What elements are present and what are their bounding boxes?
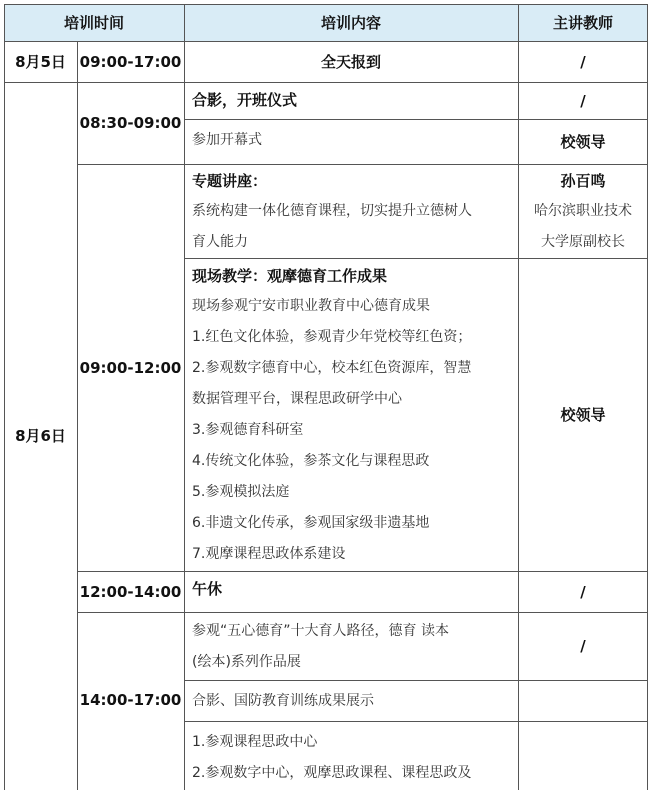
- lecture-teacher-title-1: 哈尔滨职业技术: [534, 203, 632, 219]
- visit-teacher: 校领导: [560, 406, 606, 424]
- s3-content: 午休: [192, 580, 223, 598]
- s4-row3-line1: 1.参观课程思政中心: [192, 734, 318, 750]
- visit-item: 2.参观数字德育中心，校本红色资源库，智慧: [192, 360, 472, 376]
- day1-content: 全天报到: [320, 53, 381, 71]
- header-content: 培训内容: [184, 4, 518, 41]
- day1-teacher: /: [580, 52, 586, 71]
- header-date: 培训时间: [4, 4, 184, 41]
- visit-item: 4.传统文化体验，参茶文化与课程思政: [192, 453, 430, 469]
- s1-row2-content: 参加开幕式: [192, 132, 262, 148]
- visit-item: 3.参观德育科研室: [192, 422, 304, 438]
- day1-time: 09:00-17:00: [79, 52, 182, 71]
- s1-row2-teacher: 校领导: [560, 133, 606, 151]
- header-teacher: 主讲教师: [518, 4, 648, 41]
- visit-item: 7.观摩课程思政体系建设: [192, 546, 346, 562]
- s4-row2-content: 合影、国防教育训练成果展示: [192, 693, 374, 709]
- day1-date: 8月5日: [15, 53, 66, 71]
- day2-date: 8月6日: [15, 426, 66, 445]
- lecture-line1: 系统构建一体化德育课程，切实提升立德树人: [192, 203, 472, 219]
- s1-row1-content: 合影，开班仪式: [192, 91, 298, 109]
- lecture-line2: 育人能力: [192, 234, 248, 250]
- s1-time: 08:30-09:00: [79, 114, 182, 132]
- visit-item: 数据管理平台，课程思政研学中心: [192, 391, 402, 407]
- s3-time: 12:00-14:00: [79, 582, 182, 601]
- s4-row1-line1: 参观“五心德育”十大育人路径，德育 读本: [192, 623, 449, 639]
- lecture-title: 专题讲座：: [192, 172, 268, 190]
- s4-time: 14:00-17:00: [79, 691, 182, 709]
- s1-row1-teacher: /: [580, 91, 586, 110]
- s2-time: 09:00-12:00: [79, 358, 182, 377]
- visit-item: 6.非遗文化传承，参观国家级非遗基地: [192, 515, 430, 531]
- visit-item: 1.红色文化体验，参观青少年党校等红色资；: [192, 329, 472, 345]
- s4-row3-line2: 2.参观数字中心，观摩思政课程、课程思政及: [192, 765, 472, 781]
- visit-item: 5.参观模拟法庭: [192, 484, 290, 500]
- visit-title: 现场教学：观摩德育工作成果: [192, 267, 388, 285]
- lecture-teacher-name: 孙百鸣: [560, 172, 606, 190]
- s4-row1-line2: (绘本)系列作品展: [192, 654, 301, 670]
- s3-teacher: /: [580, 582, 586, 601]
- lecture-teacher-title-2: 大学原副校长: [541, 234, 625, 250]
- visit-intro: 现场参观宁安市职业教育中心德育成果: [192, 298, 430, 314]
- s4-row1-teacher: /: [580, 637, 586, 655]
